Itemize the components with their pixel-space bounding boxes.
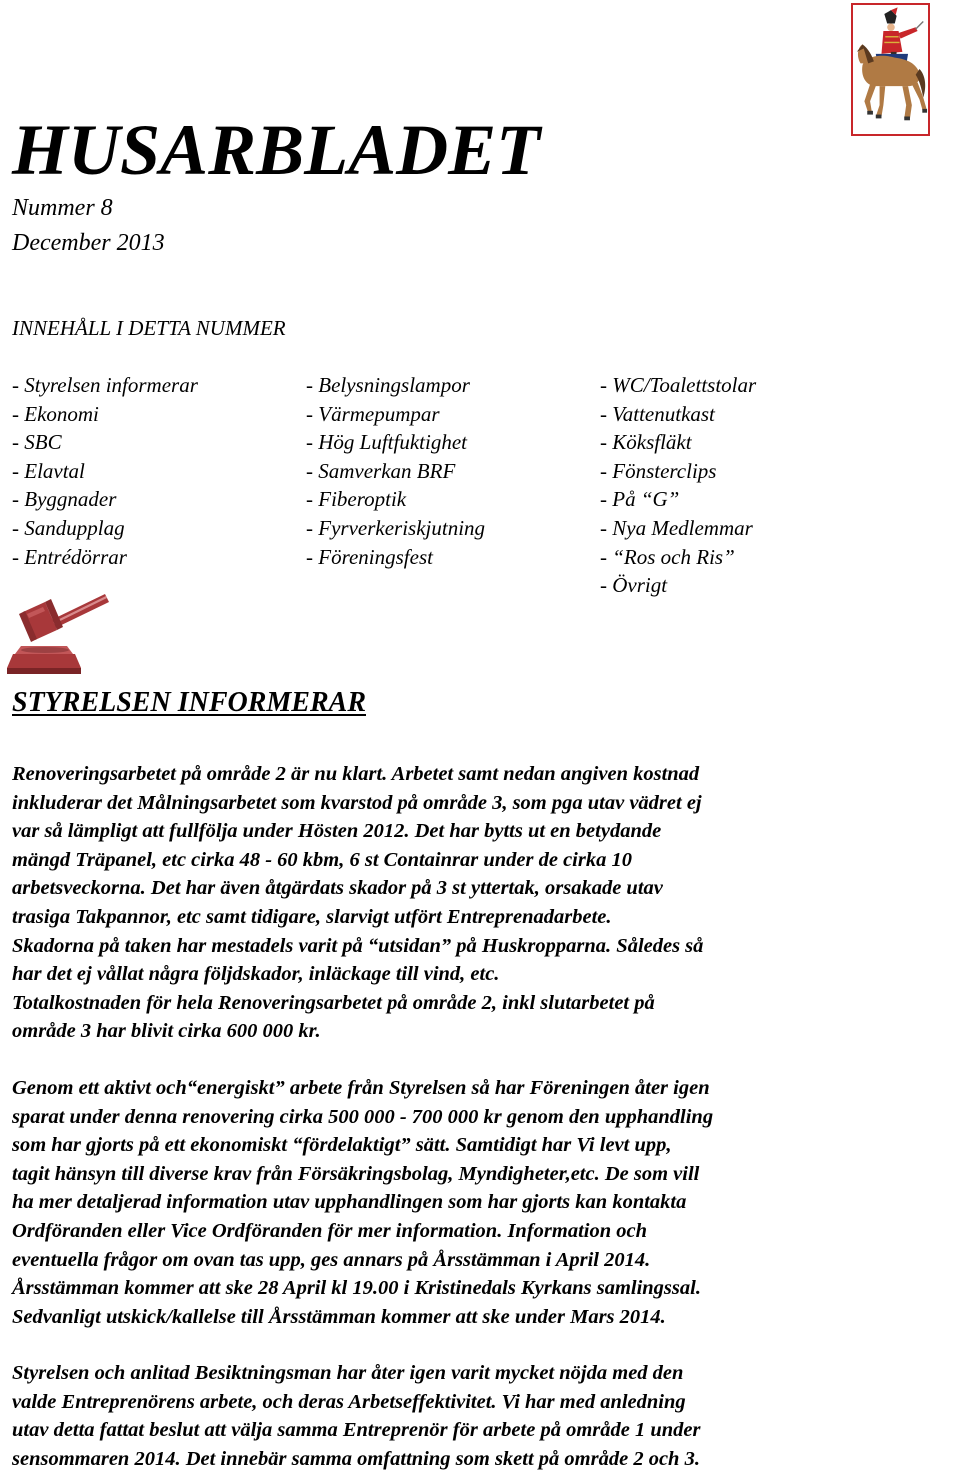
toc-item: - Belysningslampor xyxy=(306,373,470,397)
text-line: har det ej vållat några följdskador, inläckage till vind, etc. xyxy=(12,963,500,986)
toc-column-3 xyxy=(600,371,756,600)
toc-item: - Köksfläkt xyxy=(600,430,692,455)
toc-item: - Hög Luftfuktighet xyxy=(306,430,467,455)
toc-item: - På “G” xyxy=(600,487,680,512)
paragraph-savings xyxy=(12,1074,952,1331)
text-line: sparat under denna renovering cirka 500 000 - 700 000 kr genom den upphandling xyxy=(12,1105,714,1128)
text-line: område 3 har blivit cirka 600 000 kr. xyxy=(12,1020,321,1043)
page-title: HUSARBLADET xyxy=(12,110,541,190)
toc-item: - Entrédörrar xyxy=(12,544,127,569)
paragraph-renovation xyxy=(12,760,952,1046)
toc-item: - Byggnader xyxy=(12,487,117,512)
toc-item: - Föreningsfest xyxy=(306,544,433,569)
toc-column-2 xyxy=(306,371,485,571)
toc-item: - Samverkan BRF xyxy=(306,458,456,483)
text-line: Styrelsen och anlitad Besiktningsman har åter igen varit mycket nöjda med den xyxy=(12,1362,684,1384)
toc-item: - Fyrverkeriskjutning xyxy=(306,515,486,540)
toc-item: - Nya Medlemmar xyxy=(600,515,753,540)
paragraph-contractor xyxy=(12,1359,952,1473)
text-line: var så lämpligt att fullfölja under Hösten 2012. Det har bytts ut en betydande xyxy=(12,820,662,843)
toc-item: - Fönsterclips xyxy=(600,458,717,483)
text-line: sensommaren 2014. Det innebär samma omfattning som skett på område 2 och 3. xyxy=(12,1447,700,1470)
text-line: Renoveringsarbetet på område 2 är nu klart. Arbetet samt nedan angiven kostnad xyxy=(12,763,700,785)
text-line: valde Entreprenörens arbete, och deras Arbetseffektivitet. Vi har med anledning xyxy=(12,1390,686,1413)
text-line: som har gjorts på ett ekonomiskt “fördelaktigt” sätt. Samtidigt har Vi levt upp, xyxy=(12,1134,672,1157)
text-line: arbetsveckorna. Det har även åtgärdats skador på 3 st yttertak, orsakade utav xyxy=(12,877,663,900)
text-line: tagit hänsyn till diverse krav från Försäkringsbolag, Myndigheter,etc. De som vill xyxy=(12,1162,700,1185)
text-line: Totalkostnaden för hela Renoveringsarbetet på område 2, inkl slutarbetet på xyxy=(12,991,655,1014)
section-heading: STYRELSEN INFORMERAR xyxy=(12,687,366,718)
text-line: Årsstämman kommer att ske 28 April kl 19.00 i Kristinedals Kyrkans samlingssal. xyxy=(12,1277,701,1300)
gavel-icon xyxy=(5,584,113,676)
gavel-illustration xyxy=(5,584,113,676)
text-line: inkluderar det Målningsarbetet som kvarstod på område 3, som pga utav vädret ej xyxy=(12,791,702,814)
toc-item: - Styrelsen informerar xyxy=(12,373,198,397)
toc-item: - Sandupplag xyxy=(12,515,125,540)
text-line: Genom ett aktivt och“energiskt” arbete från Styrelsen så har Föreningen åter igen xyxy=(12,1077,710,1099)
text-line: trasiga Takpannor, etc samt tidigare, slarvigt utfört Entreprenadarbete. xyxy=(12,905,612,928)
toc-item: - WC/Toalettstolar xyxy=(600,373,757,397)
issue-date: December 2013 xyxy=(12,230,165,256)
toc-item: - SBC xyxy=(12,430,62,455)
toc-item: - Fiberoptik xyxy=(306,487,407,512)
issue-number: Nummer 8 xyxy=(12,195,113,221)
toc-item: - Vattenutkast xyxy=(600,401,715,426)
text-line: Ordföranden eller Vice Ordföranden för mer information. Information och xyxy=(12,1219,647,1242)
toc-item: - Elavtal xyxy=(12,458,85,483)
toc-column-1 xyxy=(12,371,198,571)
toc-item: - “Ros och Ris” xyxy=(600,544,735,569)
masthead-logo xyxy=(851,3,930,136)
toc-item: - Ekonomi xyxy=(12,401,99,426)
toc-item: - Värmepumpar xyxy=(306,401,440,426)
text-line: utav detta fattat beslut att välja samma Entreprenör för arbete på område 1 under xyxy=(12,1419,701,1442)
toc-item: - Övrigt xyxy=(600,573,668,598)
toc-heading: INNEHÅLL I DETTA NUMMER xyxy=(12,316,286,340)
text-line: eventuella frågor om ovan tas upp, ges annars på Årsstämman i April 2014. xyxy=(12,1248,651,1271)
text-line: ha mer detaljerad information utav upphandlingen som har gjorts kan kontakta xyxy=(12,1191,687,1214)
text-line: mängd Träpanel, etc cirka 48 - 60 kbm, 6 st Containrar under de cirka 10 xyxy=(12,848,632,871)
text-line: Sedvanligt utskick/kallelse till Årsstämman kommer att ske under Mars 2014. xyxy=(12,1305,666,1328)
text-line: Skadorna på taken har mestadels varit på “utsidan” på Huskropparna. Således så xyxy=(12,934,704,957)
hussar-on-horse-icon xyxy=(853,5,928,134)
